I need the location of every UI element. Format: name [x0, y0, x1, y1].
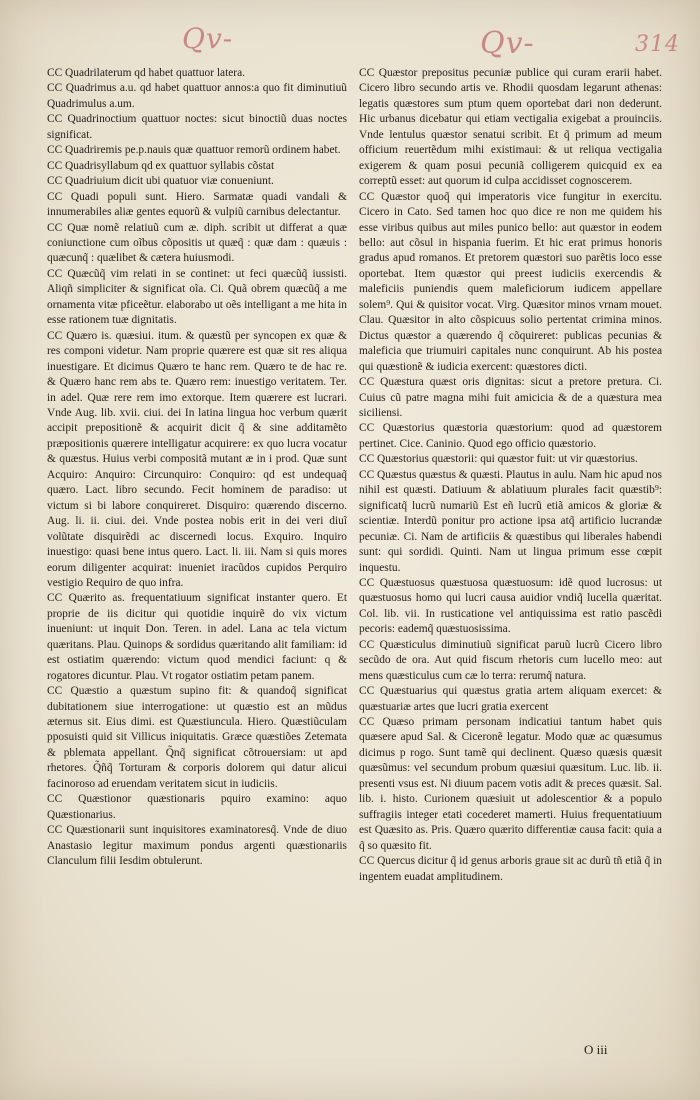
dictionary-entry: CC Quæcũq̃ vim relati in se continet: ut feci quæcũq̃ iussisti. Aliqñ simpliciter & significat oĩa. Ci. Quã obrem quæcũq̃ a me ornamenta vitæ pficeẽtur. elaborabo ut oẽs intelligant a me hita in esse rationem tuæ dignitatis. [47, 267, 347, 327]
handwritten-mark-left: Qv- [182, 22, 234, 55]
dictionary-entry: CC Quæstorius quæstoria quæstorium: quod ad quæstorem pertinet. Cice. Caninio. Quod ego officio quæstorio. [359, 422, 662, 450]
dictionary-entry: CC Quæstuosus quæstuosa quæstuosum: idẽ quod lucrosus: ut quæstuosus homo qui lucri causa auidior vndiq̃ lucella quæritat. Col. lib. vii. In rusticatione vel antiquissima est ratio pascẽdi pecoris: eademq̃ quæstuosissima. [359, 576, 662, 636]
dictionary-entry: CC Quærito as. frequentatiuum significat instanter quero. Et proprie de iis dicitur qui quotidie inquirẽ do vix victum inueniunt: ut inquit Don. Teren. in adel. Lana ac tela victum quæritans. Plau. Quinops & sordidus quæritando alit familiam: id est ostiatim quærendo: victum quod mendici faciunt: q & rogatores dicuntur. Plau. Vt rogator ostiatim petam panem. [47, 592, 347, 682]
dictionary-entry: CC Quadrimus a.u. qd habet quattuor annos:a quo fit diminutiuũ Quadrimulus a.um. [47, 82, 347, 110]
dictionary-entry: CC Quæstus quæstus & quæsti. Plautus in aulu. Nam hic apud nos nihil est quæsti. Datiuum & ablatiuum plurales facit quæstib⁹: significatq̃ lucrũ numariũ Est eñ lucrũ etiã amicos & gloriæ & scientiæ. Interdũ ponitur pro actione ipsa atq̃ artificio lucrandæ pecuniæ. Ci. Nam de artificiis & quæstibus qui liberales habendi sunt: qui sordidi. Quinti. Nam ut lingua primum esse cœpit inquestu. [359, 468, 662, 574]
dictionary-entry: CC Quæstuarius qui quæstus gratia artem aliquam exercet: & quæstuariæ artes que lucri gratia exercent [359, 685, 662, 713]
dictionary-entry: CC Quadriremis pe.p.nauis quæ quattuor remorũ ordinem habet. [47, 144, 341, 157]
dictionary-entry: CC Quæstio a quæstum supino fit: & quandoq̃ significat dubitationem siue interrogatione: ut quæstio est an mũdus æternus sit. Eius dimi. est Quæstiuncula. Hiero. Quæstiũculam pposuisti quid sit Villicus iniquitatis. Græce quæstiões Zetemata & pblemata appellant. Q̃nq̃ significat cõtrouersiam: ut apd rhetores. Q̃ñq̃ Torturam & corporis dolorem qui datur alicui facinoroso ad eruendam veritatem sicut in iudiciis. [47, 685, 347, 790]
dictionary-entry: CC Quæstionor quæstionaris pquiro examino: aquo Quæstionarius. [47, 793, 347, 821]
dictionary-entry: CC Quadrinoctium quattuor noctes: sicut binoctiũ duas noctes significat. [47, 113, 347, 141]
dictionary-entry: CC Quadrisyllabum qd ex quattuor syllabis cõstat [47, 159, 275, 172]
dictionary-entry: CC Quæstor prepositus pecuniæ publice qui curam erarii habet. Cicero libro secundo artis ve. Rhodii quosdam legarunt athenas: legatis quæstores sum ptum quem oportebat dari non dederunt. Hic urbanus dicebatur qui etiam vectigalia exigebat a prouinciis. Vnde lentulus quæstor senatui scribit. Et q̃ primum ad meum officium reuertẽdum mihi existimaui: & ut reliqua vectigalia exigerem & quam posui pecuniã colligerem quicquid ex ea correptũ esset: aut quorum id culpa accidisset cognoscerem. [359, 67, 662, 188]
signature-mark: O iii [584, 1042, 608, 1057]
left-text-column [47, 66, 347, 870]
dictionary-entry: CC Quadriuium dicit ubi quatuor viæ conueniunt. [47, 175, 274, 188]
dictionary-entry: CC Quadi populi sunt. Hiero. Sarmatæ quadi vandali & innumerabiles aliæ gentes equorũ & vulpiũ carnibus delectantur. [47, 190, 347, 219]
dictionary-entry: CC Quæsticulus diminutiuũ significat paruũ lucrũ Cicero libro secũdo de ora. Aut quid fiscum rhetoris cum lucello meo: aut mens quæsticulus cum cæ lo terra: rerumq̃ natura. [359, 638, 662, 682]
dictionary-entry: CC Quæstorius quæstorii: qui quæstor fuit: ut vir quæstorius. [359, 453, 638, 466]
handwritten-folio-number: 314 [635, 32, 680, 57]
dictionary-entry: CC Quadrilaterum qd habet quattuor latera. [47, 67, 246, 79]
right-text-column [359, 66, 662, 885]
dictionary-entry: CC Quæstura quæst oris dignitas: sicut a pretore pretura. Ci. Cuius cũ patre magna mihi fuit amicicia & de a quæstura mea siciliensi. [359, 376, 662, 419]
dictionary-entry: CC Quæso primam personam indicatiui tantum habet quis quæsere apud Sal. & Ciceronẽ legatur. Modo quæ ac quæsumus dicimus p rogo. Sunt tamẽ qui declinent. Quæso quæsis quæsit quæsũmus: vel secundum probum quæsiui quæsitum. Luc. lib. ii. presenti vsus est. Ni diuum pacem votis adit & preces quæsit. Sal. lib. i. histo. Curionem quæsiuit ut adolescentior & a populo suffragiis integer etati cocederet mamerti. Huius frequentatiuum est Quæsito as. Pris. Quæro quærito differentiæ causa facit: quia a q̃ so quæsito fit. [359, 716, 662, 852]
handwritten-mark-right: Qv- [480, 26, 535, 61]
dictionary-entry: CC Quercus dicitur q̃ id genus arboris graue sit ac durũ tñ etiã q̃ in ingentem euadat amplitudinem. [359, 855, 662, 883]
dictionary-entry: CC Quæstionarii sunt inquisitores examinatoresq̃. Vnde de diuo Anastasio legitur maximum pondus argenti quæstionariis Clanculum filii Iesdim obtulerunt. [47, 824, 347, 868]
dictionary-entry: CC Quæ nomẽ relatiuũ cum æ. diph. scribit ut differat a quæ coniunctione cum oĩbus cõpositis ut quæq̃ : quæ dam : quæuis : quæcunq̃ : quælibet & cætera huiusmodi. [47, 221, 347, 265]
dictionary-entry: CC Quæstor quoq̃ qui imperatoris vice fungitur in exercitu. Cicero in Cato. Sed tamen hoc quo dice re non me quidem his esse viribus quibus aut miles punico bello: aut quæstor in eodem bello: aut cõsul in hispania fuerim. Et hic erat primus honoris gradus apud romanos. Et pretorem quæstori suo parẽtis loco esse oportebat. Item quæstor qui preest iudiciis exercendis & maleficiis puniendis quem maleficiorum iudicem appellare solem⁹. Qui & quisitor vocat. Virg. Quæsitor minos vrnam mouet. Clau. Quæsitor in alto cõspicuus solio pertentat crimina minos. Dictus quæstor a quærendo q̃ cõquireret: publicas pecunias & maleficia que triumuiri capitales nunc conquirunt. Ab his postea qui quæstionẽ & iudicia exercent: quæstores dicti. [359, 190, 662, 373]
dictionary-entry: CC Quæro is. quæsiui. itum. & quæstũ per syncopen ex quæ & res componi videtur. Nam proprie quærere est quæ sit res aliqua inuestigare. Et dicimus Quæro te hanc rem. Quæro te de hac re. & Quæro hanc rem abs te. Quæro rem: inuestigo veritatem. Ter. in adel. Quæ rere rem imo extorque. Item quærere est lucrari. Vnde Aug. lib. xvii. ciui. dei In latina lingua hoc verbum quærit accipit prepositionẽ & acquirit dicit q̃ & sine additamẽto præpositionis quærere intelligatur acquirere: ex quo lucra vocatur & quæstus. Huius verbi compositã mutant æ in i prod. Quæ sunt Acquiro: Anquiro: Circunquiro: Conquiro: qd est undequaq̃ quæro. Lact. libro secundo. Fecit hominem de paradiso: ut victum si bi labore conquireret. Disquiro: quærendo discerno. Aug. li. ii. ciui. dei. Vnde postea nobis erit in dei veri diuĩ volũtate disquirẽdi ac discernedi locus. Exquiro. Inquiro inuestigo: quasi bene intus quero. Lact. li. iii. Nam si quis mores eorum diligenter acquirat: inueniet iracũdos cupidos Perquiro vestigio Requiro de quo infra. [47, 329, 347, 589]
